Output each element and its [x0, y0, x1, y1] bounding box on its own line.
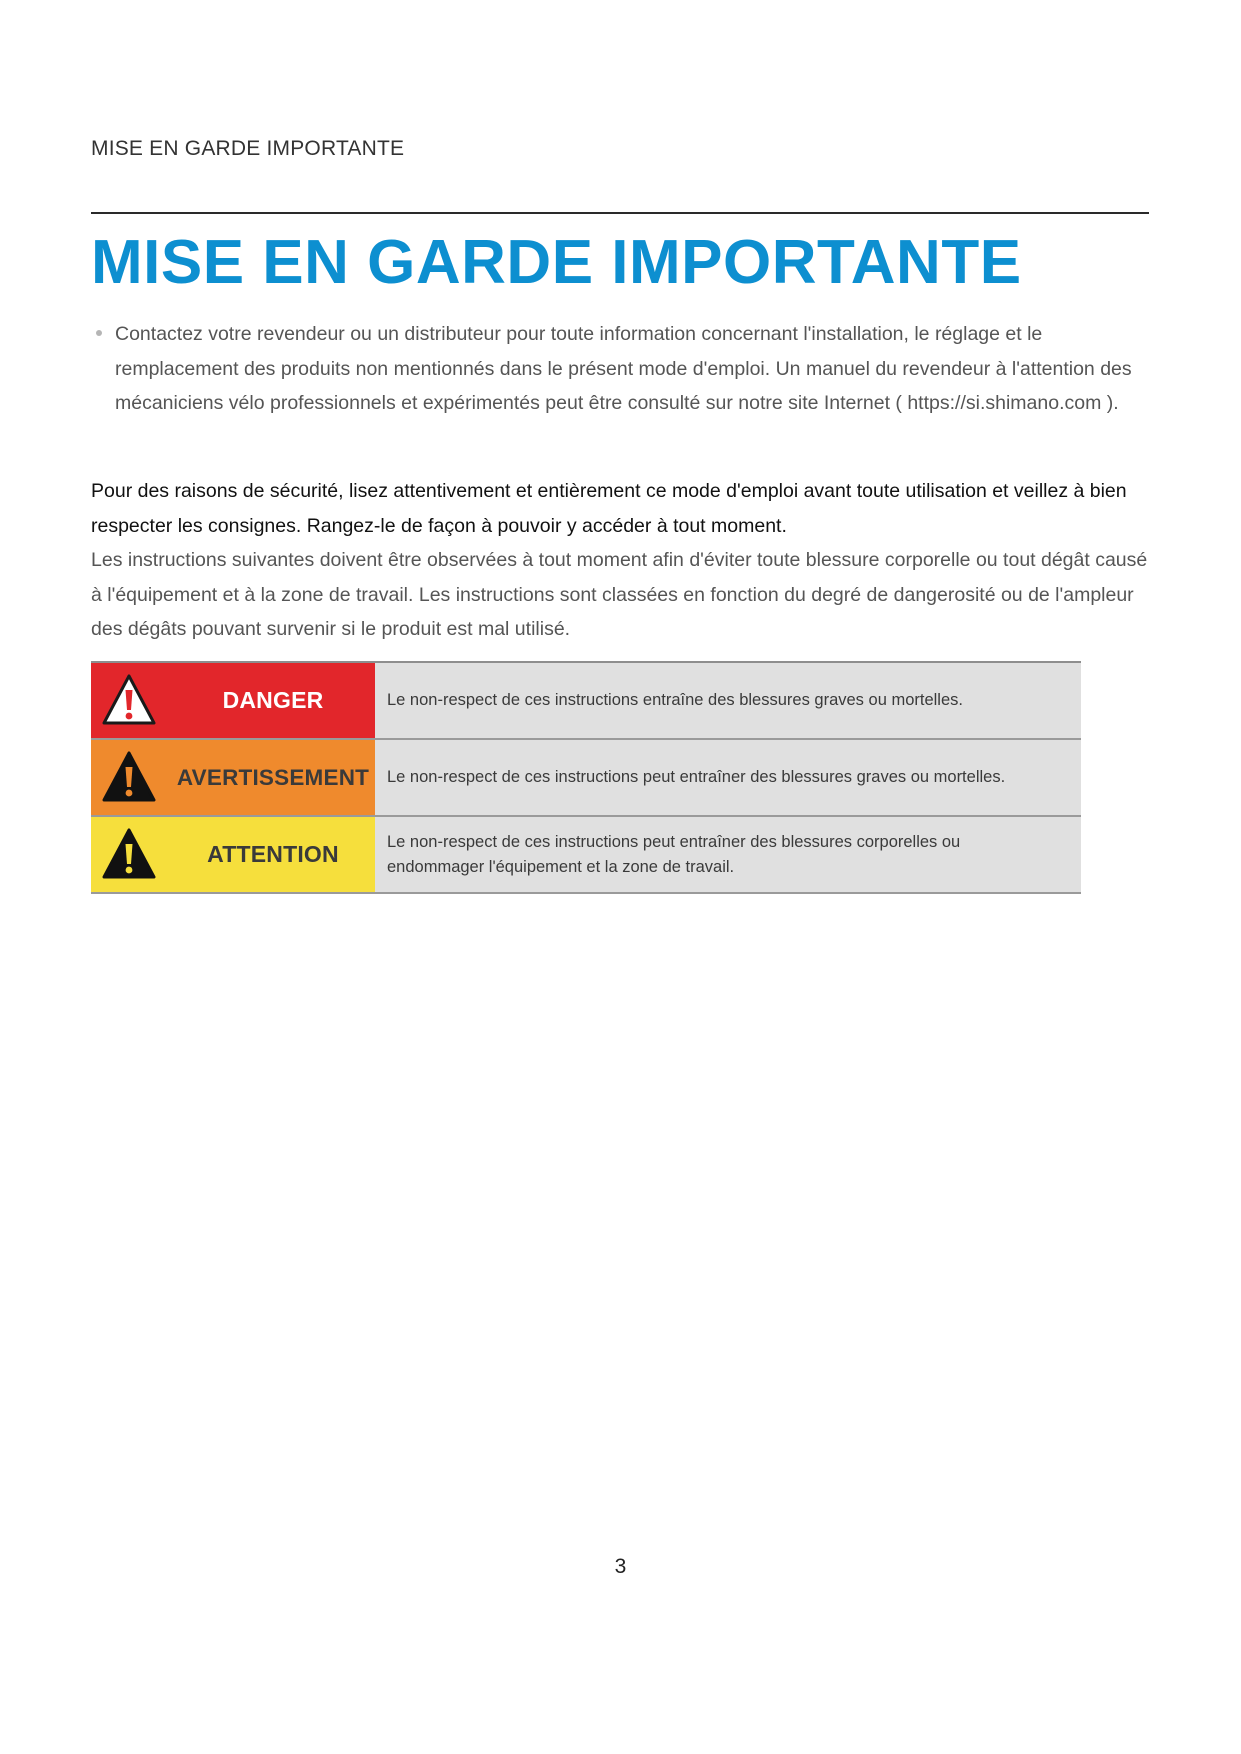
warning-description: Le non-respect de ces instructions peut entraîner des blessures graves ou mortelles.: [375, 740, 1081, 815]
table-row-danger: [91, 663, 1081, 740]
caution-label-cell: [91, 817, 375, 892]
caution-description: Le non-respect de ces instructions peut entraîner des blessures corporelles ou endommager l'équipement et la zone de travail.: [375, 817, 1081, 892]
list-item: [91, 317, 1156, 421]
safety-instruction-paragraph: Pour des raisons de sécurité, lisez attentivement et entièrement ce mode d'emploi avant toute utilisation et veillez à bien respecter les consignes. Rangez-le de façon à pouvoir y accéder à tout moment.: [91, 480, 1127, 537]
bullet-text: Contactez votre revendeur ou un distributeur pour toute information concernant l'installation, le réglage et le remplacement des produits non mentionnés dans le présent mode d'emploi. Un manuel du revendeur à l'attention des mécaniciens vélo professionnels et expérimentés peut être consulté sur notre site Internet ( https://si.shimano.com ).: [115, 323, 1132, 414]
caution-triangle-icon: [102, 827, 156, 881]
running-header: MISE EN GARDE IMPORTANTE: [91, 137, 405, 160]
danger-description: Le non-respect de ces instructions entraîne des blessures graves ou mortelles.: [375, 663, 1081, 738]
danger-warning-triangle-icon: [102, 673, 156, 727]
page-number: 3: [614, 1555, 627, 1578]
warning-level-text: AVERTISSEMENT: [176, 764, 370, 790]
caution-level-text: ATTENTION: [207, 841, 339, 867]
danger-label-cell: [91, 663, 375, 738]
hazard-level-table: [91, 661, 1081, 894]
instructions-paragraph: Les instructions suivantes doivent être observées à tout moment afin d'éviter toute blessure corporelle ou tout dégât causé à l'équipement et à la zone de travail. Les instructions sont classées en fonction du degré de dangerosité ou de l'ampleur des dégâts pouvant survenir si le produit est mal utilisé.: [91, 549, 1148, 640]
table-row-warning: [91, 740, 1081, 817]
warning-label-cell: [91, 740, 375, 815]
page-title: MISE EN GARDE IMPORTANTE: [91, 228, 1022, 297]
bullet-icon: [96, 330, 102, 336]
title-rule: [91, 212, 1149, 214]
danger-level-text: DANGER: [222, 687, 324, 713]
warning-triangle-icon: [102, 750, 156, 804]
table-row-caution: [91, 817, 1081, 894]
